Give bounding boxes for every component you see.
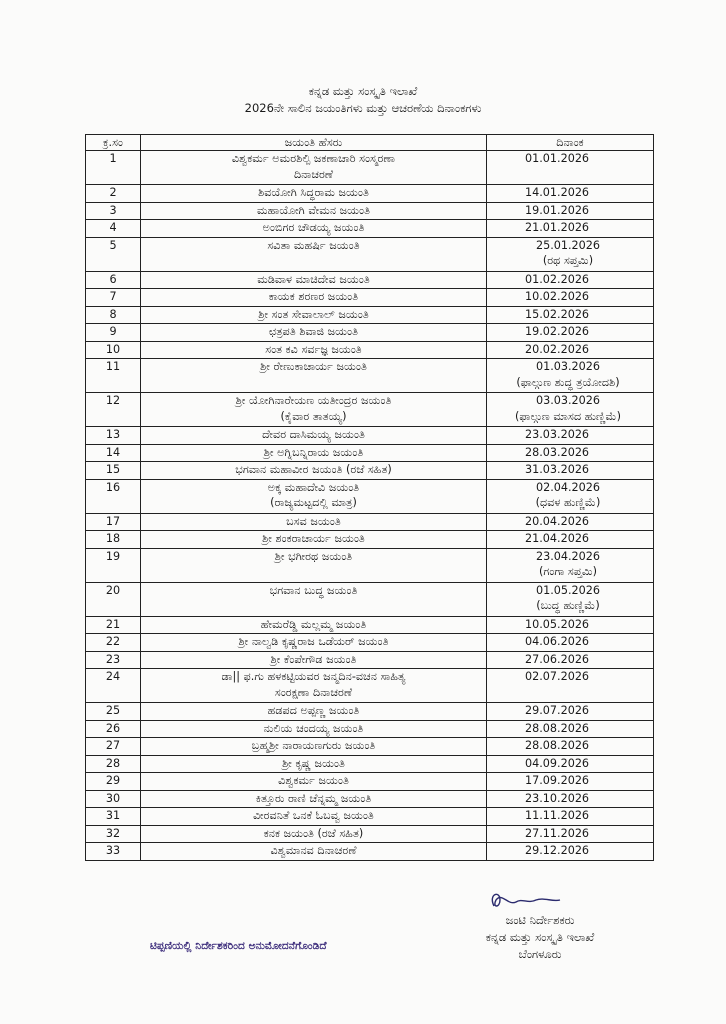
jayanti-name: ಶ್ರೀ ಕೆಂಪೇಗೌಡ ಜಯಂತಿ xyxy=(270,652,357,666)
serial-number-cell: 7 xyxy=(86,289,141,307)
jayanti-name-cell xyxy=(141,755,487,773)
date-cell xyxy=(487,220,654,238)
jayanti-name: ಹಡಪದ ಅಪ್ಪಣ್ಣ ಜಯಂತಿ xyxy=(267,704,360,717)
observance-date: 04.09.2026 xyxy=(525,756,590,770)
observance-date: 21.04.2026 xyxy=(525,532,590,545)
date-cell xyxy=(487,202,654,220)
jayanti-name: ಶಿವಯೋಗಿ ಸಿದ್ಧರಾಮ ಜಯಂತಿ xyxy=(258,186,369,199)
jayanti-name-cell xyxy=(141,289,487,307)
jayanti-name: ವೀರವನಿತೆ ಒನಕೆ ಓಬವ್ವ ಜಯಂತಿ xyxy=(253,809,374,822)
serial-number-cell: 16 xyxy=(86,479,141,513)
date-cell xyxy=(487,462,654,480)
document-title: 2026ನೇ ಸಾಲಿನ ಜಯಂತಿಗಳು ಮತ್ತು ಆಚರಣೆಯ ದಿನಾಂಕಗಳು xyxy=(244,101,482,115)
date-cell xyxy=(487,651,654,669)
observance-date: 20.04.2026 xyxy=(525,514,590,528)
jayanti-name-cell xyxy=(141,825,487,843)
date-cell xyxy=(487,427,654,445)
observance-date: 10.02.2026 xyxy=(525,290,590,303)
signatory-place: ಬೆಂಗಳೂರು xyxy=(518,947,562,961)
date-note: (ಧವಳ ಹುಣ್ಣಿಮೆ) xyxy=(535,496,601,509)
observance-date: 19.02.2026 xyxy=(525,325,590,338)
table-row xyxy=(86,151,654,185)
observance-date: 10.05.2026 xyxy=(525,617,590,631)
jayanti-name-cell xyxy=(141,185,487,203)
jayanti-name: ಹೇಮರೆಡ್ಡಿ ಮಲ್ಲಮ್ಮ ಜಯಂತಿ xyxy=(260,617,367,631)
table-row xyxy=(86,548,654,582)
table-row xyxy=(86,825,654,843)
date-cell xyxy=(487,531,654,549)
observance-date: 14.01.2026 xyxy=(525,186,590,199)
serial-number-cell: 28 xyxy=(86,755,141,773)
date-cell xyxy=(487,341,654,359)
jayanti-name: ಶ್ರೀ ನಾಲ್ವಡಿ ಕೃಷ್ಣರಾಜ ಒಡೆಯರ್ ಜಯಂತಿ xyxy=(238,635,389,648)
jayanti-name: ಡಾ|| ಫ.ಗು ಹಳಕಟ್ಟಿಯವರ ಜನ್ಮದಿನ-ವಚನ ಸಾಹಿತ್ಯ xyxy=(221,670,406,683)
jayanti-name: ವಿಶ್ವಮಾನವ ದಿನಾಚರಣೆ xyxy=(270,844,357,857)
serial-number-cell: 29 xyxy=(86,773,141,791)
date-cell xyxy=(487,513,654,531)
signatory-department: ಕನ್ನಡ ಮತ್ತು ಸಂಸ್ಕೃತಿ ಇಲಾಖೆ xyxy=(485,930,595,944)
table-row xyxy=(86,289,654,307)
jayanti-name-cell xyxy=(141,479,487,513)
table-row xyxy=(86,271,654,289)
jayanti-name-cell xyxy=(141,324,487,342)
serial-number-cell: 22 xyxy=(86,634,141,652)
date-note: (ಫಾಲ್ಗುಣ ಶುದ್ಧ ತ್ರಯೋದಶಿ) xyxy=(516,375,620,389)
column-header-serial: ಕ್ರ.ಸಂ xyxy=(86,135,141,151)
jayanti-name-cell xyxy=(141,548,487,582)
date-cell xyxy=(487,479,654,513)
date-cell xyxy=(487,773,654,791)
table-row xyxy=(86,393,654,427)
table-row xyxy=(86,616,654,634)
jayanti-name-cell xyxy=(141,427,487,445)
jayanti-name: ಶ್ರೀ ಅಗ್ನಿಬನ್ನಿರಾಯ ಜಯಂತಿ xyxy=(263,445,364,459)
observance-date: 23.10.2026 xyxy=(525,791,590,805)
jayanti-name-cell xyxy=(141,271,487,289)
signature-scribble xyxy=(486,888,566,914)
date-cell xyxy=(487,289,654,307)
serial-number-cell: 14 xyxy=(86,444,141,462)
observance-date: 28.08.2026 xyxy=(525,739,590,752)
serial-number-cell: 32 xyxy=(86,825,141,843)
jayanti-name: ಭಗವಾನ ಮಹಾವೀರ ಜಯಂತಿ (ರಜೆ ಸಹಿತ) xyxy=(235,463,392,476)
jayanti-name-cell xyxy=(141,306,487,324)
date-cell xyxy=(487,616,654,634)
table-row xyxy=(86,669,654,703)
jayanti-name-cell xyxy=(141,151,487,185)
date-cell xyxy=(487,185,654,203)
observance-date: 15.02.2026 xyxy=(525,307,590,321)
serial-number-cell: 23 xyxy=(86,651,141,669)
date-cell xyxy=(487,393,654,427)
date-cell xyxy=(487,271,654,289)
serial-number-cell: 21 xyxy=(86,616,141,634)
date-cell xyxy=(487,359,654,393)
jayanti-name: ನುಲಿಯ ಚಂದಯ್ಯ ಜಯಂತಿ xyxy=(263,721,364,735)
jayanti-name: ಕಿತ್ತೂರು ರಾಣಿ ಚೆನ್ನಮ್ಮ ಜಯಂತಿ xyxy=(255,791,372,805)
table-row xyxy=(86,634,654,652)
jayanti-name-cell xyxy=(141,359,487,393)
observance-date: 23.03.2026 xyxy=(525,428,590,441)
table-row xyxy=(86,462,654,480)
observance-date: 02.04.2026 xyxy=(535,480,601,494)
table-row xyxy=(86,773,654,791)
observance-date: 29.07.2026 xyxy=(525,704,590,717)
table-row xyxy=(86,306,654,324)
table-body xyxy=(86,151,654,861)
observance-date: 23.04.2026 xyxy=(535,549,601,563)
date-cell xyxy=(487,582,654,616)
observance-date: 03.03.2026 xyxy=(535,394,601,407)
column-header-date: ದಿನಾಂಕ xyxy=(487,135,654,151)
serial-number-cell: 20 xyxy=(86,582,141,616)
table-row xyxy=(86,202,654,220)
serial-number-cell: 3 xyxy=(86,202,141,220)
serial-number-cell: 8 xyxy=(86,306,141,324)
serial-number-cell: 2 xyxy=(86,185,141,203)
table-row xyxy=(86,720,654,738)
observance-date: 02.07.2026 xyxy=(525,670,590,683)
observance-date: 28.03.2026 xyxy=(525,445,590,459)
serial-number-cell: 5 xyxy=(86,237,141,271)
observance-date: 01.03.2026 xyxy=(535,360,601,373)
date-cell xyxy=(487,843,654,861)
jayanti-name: ಬ್ರಹ್ಮಶ್ರೀ ನಾರಾಯಣಗುರು ಜಯಂತಿ xyxy=(251,739,376,752)
date-note: (ಬುದ್ಧ ಹುಣ್ಣಿಮೆ) xyxy=(536,599,600,612)
table-header-row xyxy=(86,135,654,151)
jayanti-name: ವಿಶ್ವಕರ್ಮ ಅಮರಶಿಲ್ಪಿ ಜಕಣಾಚಾರಿ ಸಂಸ್ಮರಣಾ xyxy=(231,152,396,165)
jayanti-name-continued: ಸಂರಕ್ಷಣಾ ದಿನಾಚರಣೆ xyxy=(274,685,353,699)
jayanti-name-cell xyxy=(141,669,487,703)
serial-number-cell: 6 xyxy=(86,271,141,289)
observance-date: 28.08.2026 xyxy=(525,721,590,735)
date-cell xyxy=(487,634,654,652)
observance-date: 19.01.2026 xyxy=(525,203,590,217)
observance-date: 11.11.2026 xyxy=(525,809,590,822)
table-row xyxy=(86,237,654,271)
jayanti-name-cell xyxy=(141,720,487,738)
jayanti-name-cell xyxy=(141,237,487,271)
jayanti-name-continued: (ರಾಜ್ಯಮಟ್ಟದಲ್ಲಿ ಮಾತ್ರ) xyxy=(270,496,357,509)
jayanti-name: ಸಂತ ಕವಿ ಸರ್ವಜ್ಞ ಜಯಂತಿ xyxy=(265,342,362,356)
jayanti-name: ಶ್ರೀ ಸಂತ ಸೇವಾಲಾಲ್ ಜಯಂತಿ xyxy=(258,307,369,321)
serial-number-cell: 25 xyxy=(86,703,141,721)
jayanti-name: ಸವಿತಾ ಮಹರ್ಷಿ ಜಯಂತಿ xyxy=(267,238,360,252)
table-row xyxy=(86,808,654,826)
jayanti-name: ಅಕ್ಕ ಮಹಾದೇವಿ ಜಯಂತಿ xyxy=(267,480,360,494)
jayanti-name-cell xyxy=(141,393,487,427)
table-row xyxy=(86,843,654,861)
serial-number-cell: 33 xyxy=(86,843,141,861)
serial-number-cell: 13 xyxy=(86,427,141,445)
date-note: (ಫಾಲ್ಗುಣ ಮಾಸದ ಹುಣ್ಣಿಮೆ) xyxy=(515,409,621,423)
table-row xyxy=(86,531,654,549)
serial-number-cell: 27 xyxy=(86,738,141,756)
document-header xyxy=(0,83,726,117)
column-header-name: ಜಯಂತಿ ಹೆಸರು xyxy=(141,135,487,151)
serial-number-cell: 17 xyxy=(86,513,141,531)
date-cell xyxy=(487,237,654,271)
jayanti-name-cell xyxy=(141,341,487,359)
serial-number-cell: 12 xyxy=(86,393,141,427)
table-row xyxy=(86,755,654,773)
serial-number-cell: 11 xyxy=(86,359,141,393)
date-cell xyxy=(487,720,654,738)
date-cell xyxy=(487,808,654,826)
serial-number-cell: 10 xyxy=(86,341,141,359)
jayanti-name: ಮಹಾಯೋಗಿ ವೇಮನ ಜಯಂತಿ xyxy=(256,203,370,217)
date-cell xyxy=(487,151,654,185)
date-cell xyxy=(487,548,654,582)
jayanti-name-cell xyxy=(141,738,487,756)
observance-date: 21.01.2026 xyxy=(525,221,590,234)
date-cell xyxy=(487,444,654,462)
observance-date: 31.03.2026 xyxy=(525,463,590,476)
serial-number-cell: 19 xyxy=(86,548,141,582)
jayanti-name: ಶ್ರೀ ಕೃಷ್ಣ ಜಯಂತಿ xyxy=(282,756,345,770)
date-cell xyxy=(487,755,654,773)
jayanti-name: ಶ್ರೀ ಯೋಗಿನಾರೇಯಣ ಯತೀಂದ್ರರ ಜಯಂತಿ xyxy=(235,394,392,407)
date-cell xyxy=(487,306,654,324)
jayanti-name: ಭಗವಾನ ಬುದ್ಧ ಜಯಂತಿ xyxy=(269,583,358,597)
table-row xyxy=(86,185,654,203)
observance-date: 27.06.2026 xyxy=(525,652,590,666)
serial-number-cell: 9 xyxy=(86,324,141,342)
date-note: (ರಥ ಸಪ್ತಮಿ) xyxy=(542,254,594,267)
serial-number-cell: 30 xyxy=(86,790,141,808)
date-cell xyxy=(487,703,654,721)
table-row xyxy=(86,479,654,513)
jayanti-name-cell xyxy=(141,843,487,861)
date-cell xyxy=(487,324,654,342)
jayanti-name: ದೇವರ ದಾಸಿಮಯ್ಯ ಜಯಂತಿ xyxy=(262,428,365,441)
jayanti-name-cell xyxy=(141,703,487,721)
jayanti-name-continued: (ಕೈವಾರ ತಾತಯ್ಯ) xyxy=(280,409,347,423)
jayanti-name-cell xyxy=(141,773,487,791)
observance-date: 29.12.2026 xyxy=(525,844,590,857)
date-cell xyxy=(487,669,654,703)
jayanti-name-cell xyxy=(141,616,487,634)
table-row xyxy=(86,790,654,808)
table-row xyxy=(86,513,654,531)
table-row xyxy=(86,220,654,238)
jayanti-name-cell xyxy=(141,220,487,238)
jayanti-name: ಶ್ರೀ ರೇಣುಕಾಚಾರ್ಯ ಜಯಂತಿ xyxy=(260,360,367,373)
jayanti-name: ಶ್ರೀ ಭಗೀರಥ ಜಯಂತಿ xyxy=(274,549,353,563)
observance-date: 17.09.2026 xyxy=(525,774,590,787)
observance-date: 27.11.2026 xyxy=(525,826,590,840)
serial-number-cell: 4 xyxy=(86,220,141,238)
observance-date: 01.02.2026 xyxy=(525,272,590,286)
serial-number-cell: 1 xyxy=(86,151,141,185)
jayanti-name: ಬಸವ ಜಯಂತಿ xyxy=(286,514,341,528)
serial-number-cell: 15 xyxy=(86,462,141,480)
table-row xyxy=(86,359,654,393)
date-cell xyxy=(487,825,654,843)
jayanti-name-cell xyxy=(141,513,487,531)
jayanti-name: ಕಾಯಕ ಶರಣರ ಜಯಂತಿ xyxy=(268,290,359,303)
observance-date: 20.02.2026 xyxy=(525,342,590,356)
table-row xyxy=(86,651,654,669)
observance-date: 01.01.2026 xyxy=(525,152,590,165)
jayanti-name: ಛತ್ರಪತಿ ಶಿವಾಜಿ ಜಯಂತಿ xyxy=(268,325,359,338)
jayanti-name-cell xyxy=(141,808,487,826)
table-row xyxy=(86,427,654,445)
jayanti-name-cell xyxy=(141,444,487,462)
signatory-designation: ಜಂಟಿ ನಿರ್ದೇಶಕರು xyxy=(505,913,575,927)
jayanti-name-cell xyxy=(141,634,487,652)
jayanti-name: ಮಡಿವಾಳ ಮಾಚಿದೇವ ಜಯಂತಿ xyxy=(257,272,370,286)
approval-note: ಟಿಪ್ಪಣಿಯಲ್ಲಿ ನಿರ್ದೇಶಕರಿಂದ ಅನುಮೋದನೆಗೊಂಡಿದೆ xyxy=(150,940,327,952)
date-cell xyxy=(487,790,654,808)
signature-block xyxy=(440,912,640,963)
jayanti-name: ಶ್ರೀ ಶಂಕರಾಚಾರ್ಯ ಜಯಂತಿ xyxy=(262,532,365,545)
jayanti-table xyxy=(85,134,654,861)
serial-number-cell: 31 xyxy=(86,808,141,826)
jayanti-name-continued: ದಿನಾಚರಣೆ xyxy=(293,167,334,181)
serial-number-cell: 26 xyxy=(86,720,141,738)
table-row xyxy=(86,341,654,359)
date-note: (ಗಂಗಾ ಸಪ್ತಮಿ) xyxy=(538,565,598,578)
jayanti-name-cell xyxy=(141,790,487,808)
jayanti-name-cell xyxy=(141,202,487,220)
jayanti-name-cell xyxy=(141,462,487,480)
jayanti-name-cell xyxy=(141,651,487,669)
jayanti-name-cell xyxy=(141,582,487,616)
jayanti-name: ಕನಕ ಜಯಂತಿ (ರಜೆ ಸಹಿತ) xyxy=(263,826,364,840)
jayanti-name-cell xyxy=(141,531,487,549)
table-row xyxy=(86,703,654,721)
observance-date: 04.06.2026 xyxy=(525,635,590,648)
observance-date: 25.01.2026 xyxy=(535,238,601,252)
table-row xyxy=(86,582,654,616)
table-row xyxy=(86,444,654,462)
jayanti-name: ಅಂಬಿಗರ ಚೌಡಯ್ಯ ಜಯಂತಿ xyxy=(262,221,365,234)
table-row xyxy=(86,738,654,756)
serial-number-cell: 18 xyxy=(86,531,141,549)
department-title: ಕನ್ನಡ ಮತ್ತು ಸಂಸ್ಕೃತಿ ಇಲಾಖೆ xyxy=(308,84,418,98)
table-row xyxy=(86,324,654,342)
jayanti-name: ವಿಶ್ವಕರ್ಮ ಜಯಂತಿ xyxy=(278,774,349,787)
observance-date: 01.05.2026 xyxy=(535,583,601,597)
date-cell xyxy=(487,738,654,756)
serial-number-cell: 24 xyxy=(86,669,141,703)
